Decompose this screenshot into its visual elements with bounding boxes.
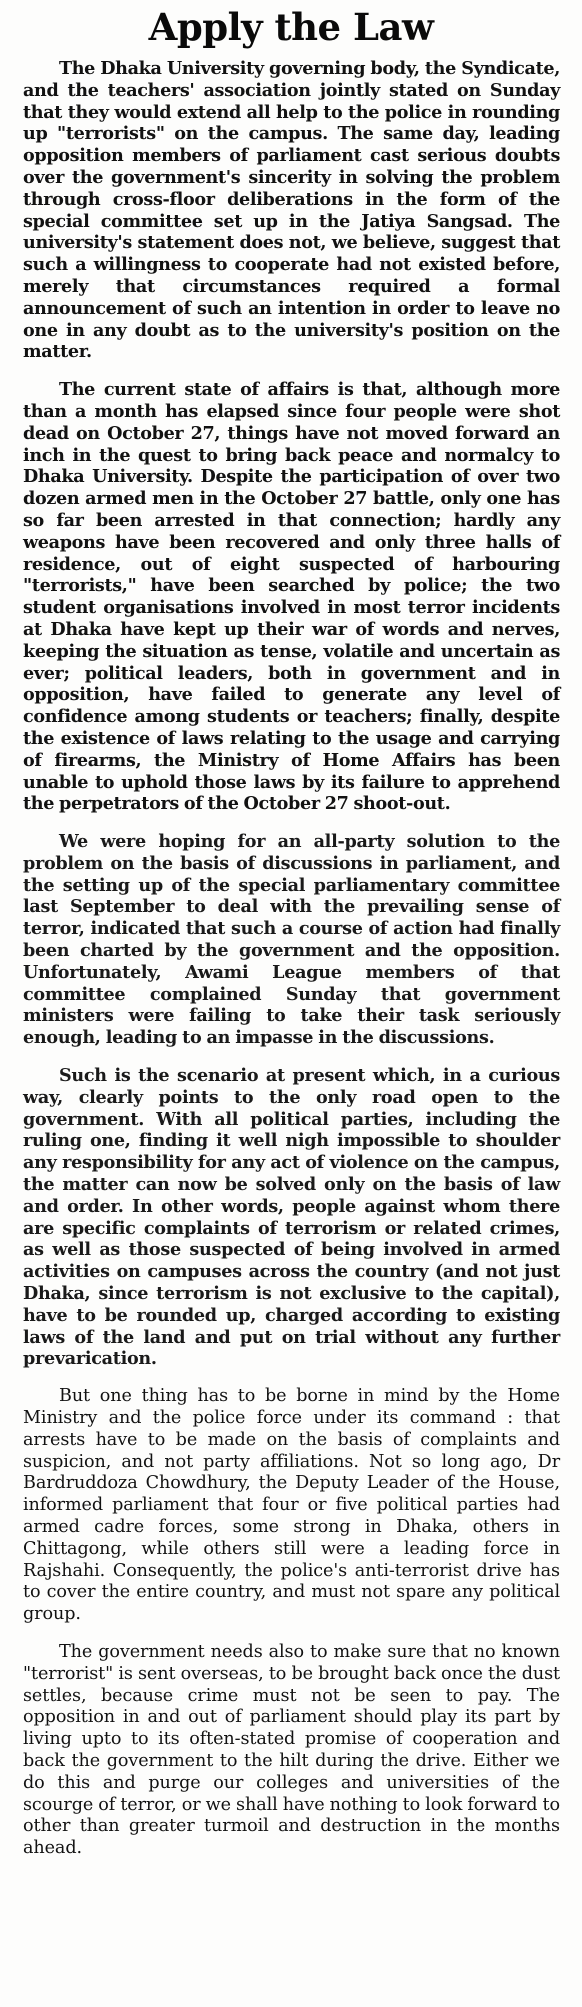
paragraph-2: The current state of affairs is that, although more than a month has elapsed since four people were shot dead on October 27, things have not moved forward an inch in the quest to bring back peace and normalcy to Dhaka University. Despite the participation of over two dozen armed men in the October 27 battle, only one has so far been arrested in that connection; hardly any weapons have been recovered and only three halls of residence, out of eight suspected of harbouring "terrorists," have been searched by police; the two student organisations involved in most terror incidents at Dhaka have kept up their war of words and nerves, keeping the situation as tense, volatile and uncertain as ever; political leaders, both in government and in opposition, have failed to generate any level of confidence among students or teachers; finally, despite the existence of laws relating to the usage and carrying of firearms, the Ministry of Home Affairs has been unable to uphold those laws by its failure to apprehend the perpetrators of the October 27 shoot-out.	[23, 379, 560, 815]
paragraph-3: We were hoping for an all-party solution to the problem on the basis of discussions in parliament, and the setting up of the special parliamentary committee last September to deal with the prevailing sense of terror, indicated that such a course of action had finally been charted by the government and the opposition. Unfortunately, Awami League members of that committee complained Sunday that government ministers were failing to take their task seriously enough, leading to an impasse in the discussions.	[23, 831, 560, 1049]
paragraph-5: But one thing has to be borne in mind by the Home Ministry and the police force under its command : that arrests have to be made on the basis of complaints and suspicion, and not party affiliations. Not so long ago, Dr Bardruddoza Chowdhury, the Deputy Leader of the House, informed parliament that four or five political parties had armed cadre forces, some strong in Dhaka, others in Chittagong, while others still were a leading force in Rajshahi. Consequently, the police's anti-terrorist drive has to cover the entire country, and must not spare any political group.	[23, 1386, 560, 1625]
paragraph-6: The government needs also to make sure that no known "terrorist" is sent overseas, to be brought back once the dust settles, because crime must not be seen to pay. The opposition in and out of parliament should play its part by living upto to its often-stated promise of cooperation and back the government to the hilt during the drive. Either we do this and purge our colleges and universities of the scourge of terror, or we shall have nothing to look forward to other than greater turmoil and destruction in the months ahead.	[23, 1641, 560, 1859]
paragraph-1: The Dhaka University governing body, the Syndicate, and the teachers' association jointly stated on Sunday that they would extend all help to the police in rounding up "terrorists" on the campus. The same day, leading opposition members of parliament cast serious doubts over the government's sincerity in solving the problem through cross-floor deliberations in the form of the special committee set up in the Jatiya Sangsad. The university's statement does not, we believe, suggest that such a willingness to cooperate had not existed before, merely that circumstances required a formal announcement of such an intention in order to leave no one in any doubt as to the university's position on the matter.	[23, 58, 560, 363]
headline: Apply the Law	[148, 5, 434, 49]
article-body	[23, 58, 560, 1876]
paragraph-4: Such is the scenario at present which, in a curious way, clearly points to the only road open to the government. With all political parties, including the ruling one, finding it well nigh impossible to shoulder any responsibility for any act of violence on the campus, the matter can now be solved only on the basis of law and order. In other words, people against whom there are specific complaints of terrorism or related crimes, as well as those suspected of being involved in armed activities on campuses across the country (and not just Dhaka, since terrorism is not exclusive to the capital), have to be rounded up, charged according to existing laws of the land and put on trial without any further prevarication.	[23, 1065, 560, 1370]
